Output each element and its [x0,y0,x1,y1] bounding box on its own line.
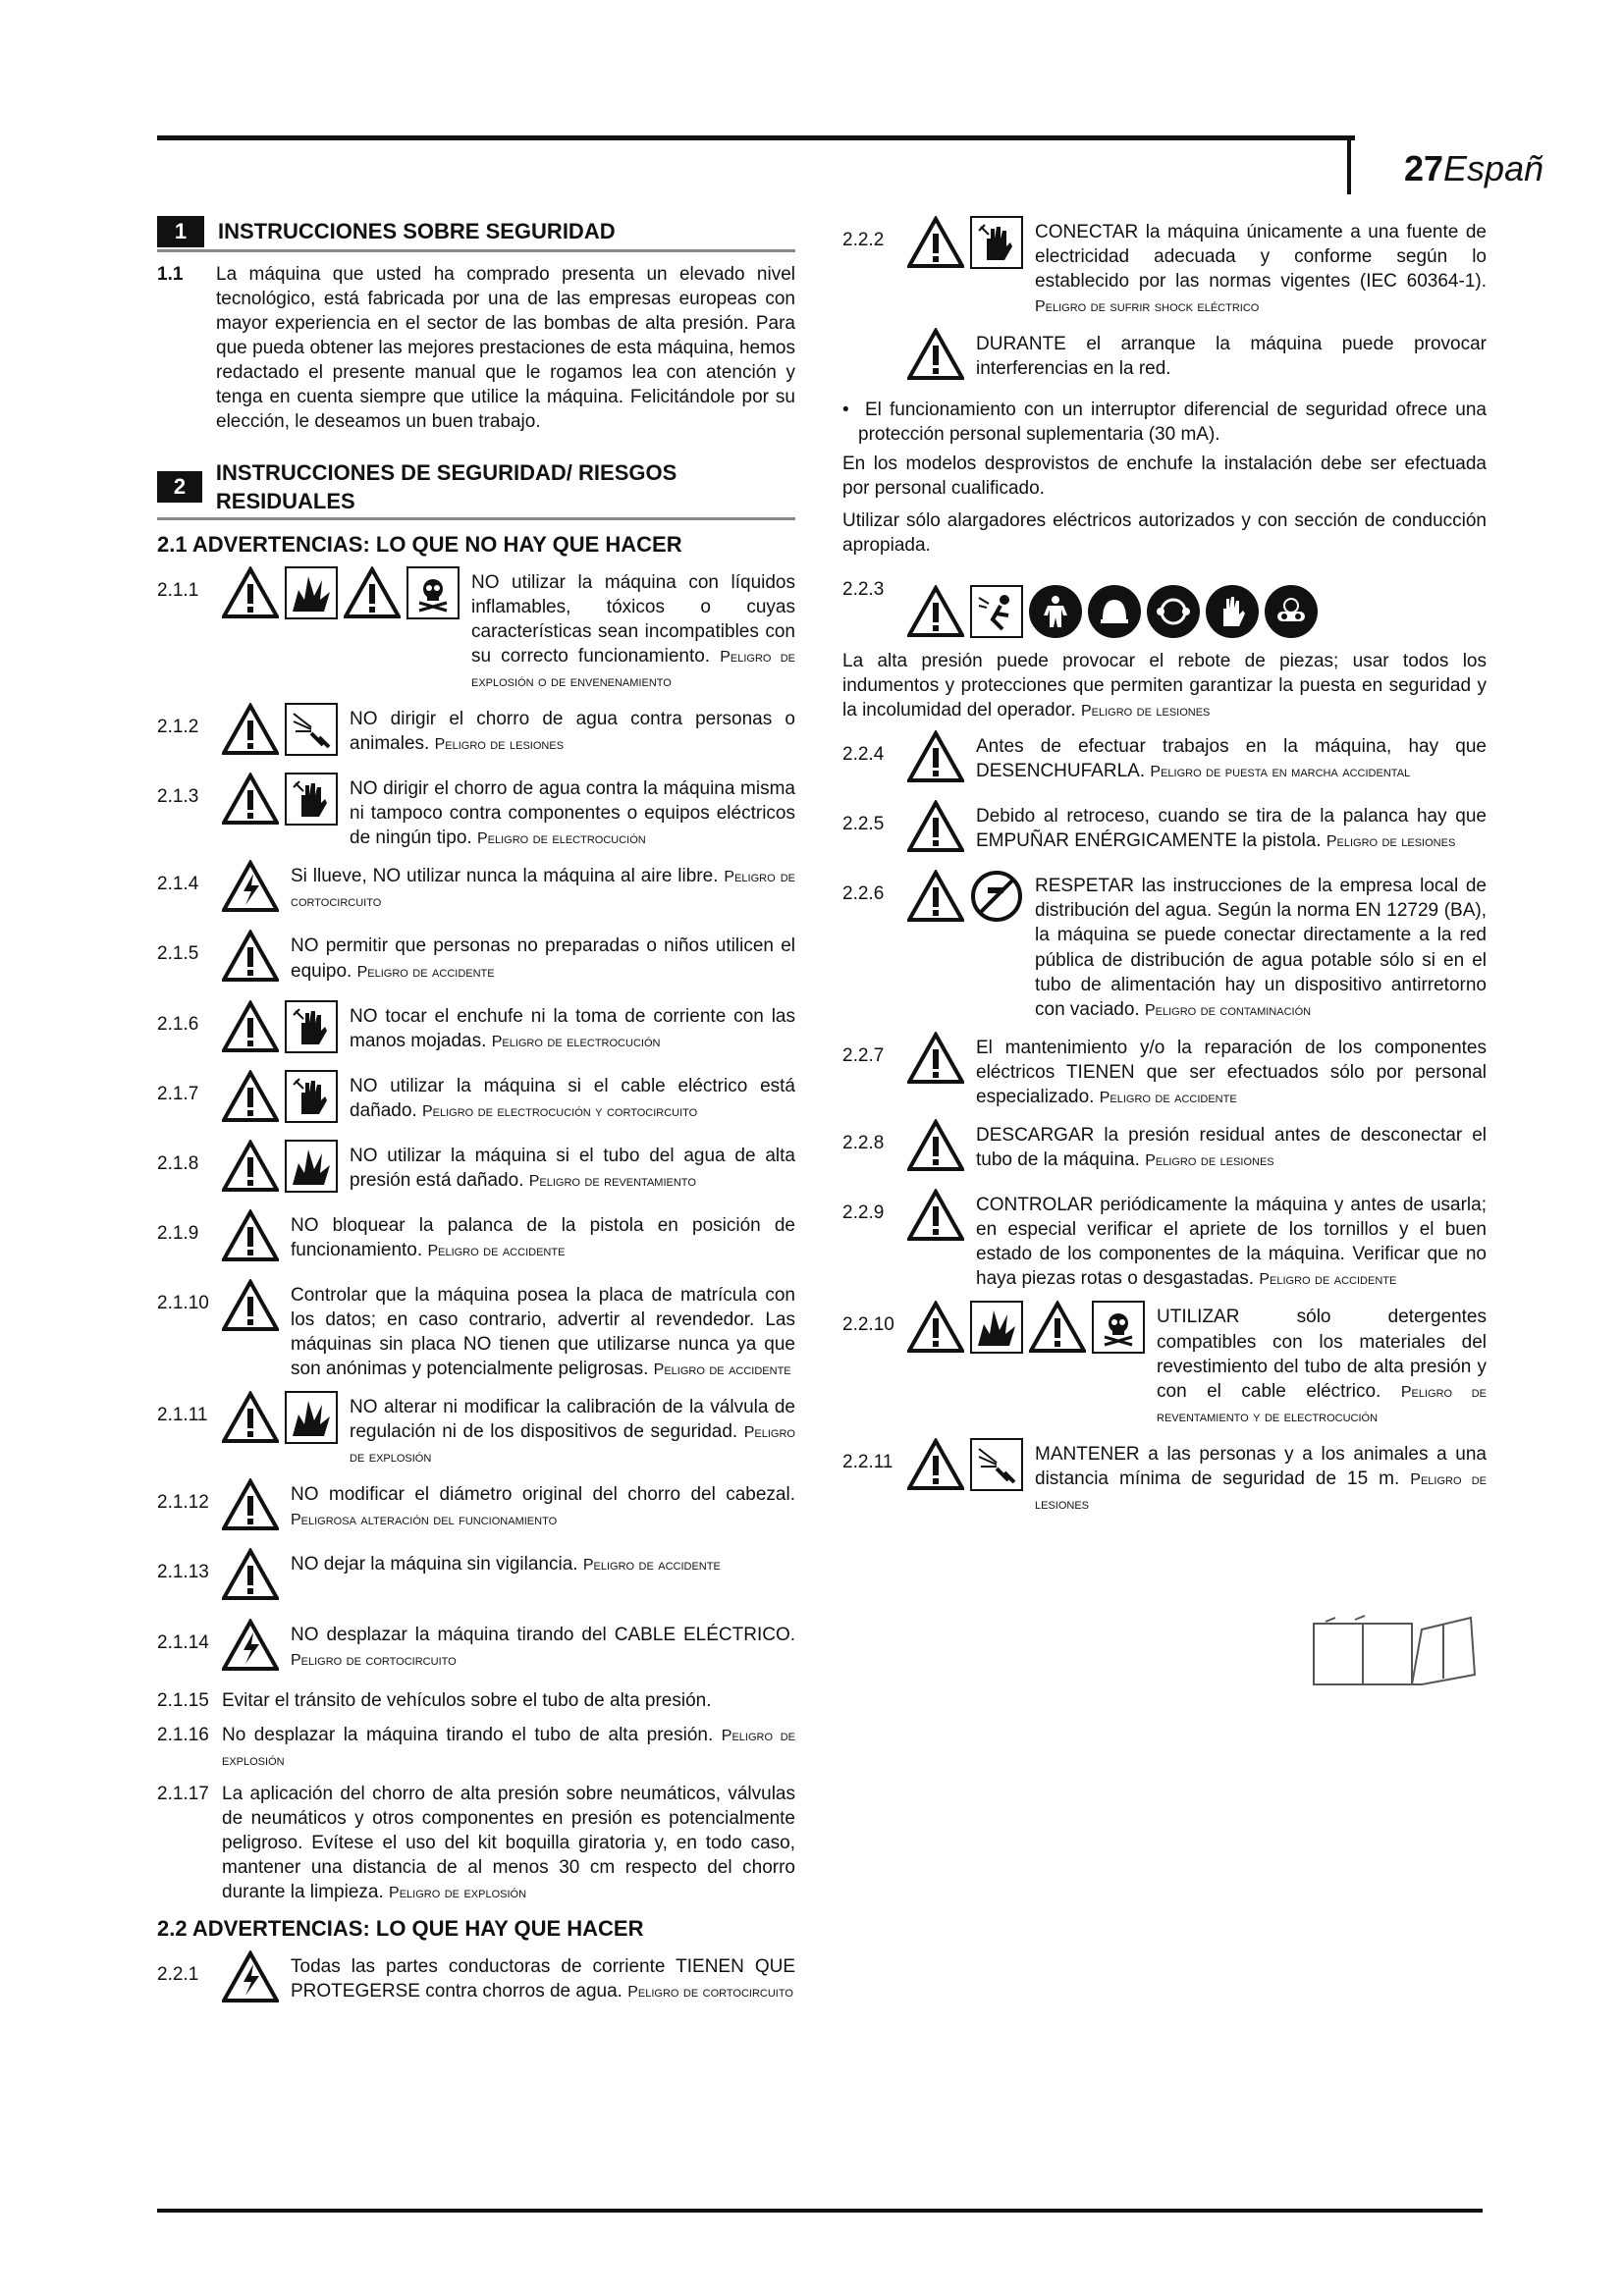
para-plug: En los modelos desprovistos de enchufe la instalación debe ser efectuada por personal cualificado. [842,453,1487,499]
warning-triangle-icon [222,1209,279,1269]
warning-triangle-icon [907,1032,964,1092]
item-2-2-10 [842,1301,1487,1427]
icon-group [222,1478,279,1538]
danger-label: Peligro de accidente [427,1242,566,1259]
item-number: 2.1.8 [157,1152,199,1174]
bottom-rule [157,2209,1483,2213]
icon-group [222,773,338,832]
item-2-1-15 [157,1688,795,1713]
para-text: La máquina que usted ha comprado presenta un elevado nivel tecnológico, está fabricada por una de las empresas europeas con mayor experiencia en el sector de las bombas de alta presión. Para que pueda obtener las mejores prestaciones de esta máquina, hemos redactado el presente manual que le rogamos lea con atención y tenga en cuenta siempre que utilice la máquina. Felicitándole por su elección, le deseamos un buen trabajo. [216,264,795,433]
item-text: RESPETAR las instrucciones de la empresa local de distribución del agua. Según la norma EN 12729 (BA), la máquina se puede conectar directamente a la red pública de distribución de agua potable sólo si en el tubo de alimentación hay un dispositivo antirretorno con vaciado. Peligro de contaminación [1035,876,1487,1020]
item-number: 2.1.17 [157,1783,209,1804]
danger-label: Peligro de accidente [356,963,495,981]
warning-triangle-icon [222,1000,279,1060]
item-text: CONTROLAR periódicamente la máquina y antes de usarla; en especial verificar el apriete de los tornillos y el buen estado de los componentes de la máquina. Verificar que no haya piezas rotas o desgastadas. Peligro de accidente [976,1195,1487,1290]
danger-label: Peligro de contaminación [1144,1001,1312,1019]
warning-triangle-icon [222,703,279,763]
item-number: 2.2.9 [842,1202,885,1224]
icon-group [222,1000,338,1060]
icon-group [907,870,1023,930]
bullet-rcd: • El funcionamiento con un interruptor diferencial de seguridad ofrece una protección personal suplementaria (30 mA). [842,400,1487,446]
warning-triangle-icon [907,1301,964,1361]
intro-paragraph [157,262,795,435]
explosion-icon [285,566,338,626]
item-text: NO bloquear la palanca de la pistola en posición de funcionamiento. Peligro de accidente [291,1214,795,1260]
section-number: 1 [157,216,204,247]
page-number: 27Españ [1404,148,1544,188]
helmet-icon [1088,585,1141,645]
item-number: 2.1.4 [157,874,199,895]
item-2-1-9 [157,1209,795,1269]
item-2-2-8 [842,1119,1487,1179]
explosion-icon [970,1301,1023,1361]
item-number: 2.1.13 [157,1562,209,1583]
item-text: NO alterar ni modificar la calibración de la válvula de regulación ni de los dispositivos de seguridad. Peligro de explosión [350,1397,795,1467]
warning-triangle-icon [907,216,964,276]
warning-triangle-icon [907,1438,964,1498]
icon-group [907,1438,1023,1498]
electric-hand-icon [285,1000,338,1060]
danger-label: Peligro de explosión [389,1885,527,1902]
danger-label: Peligro de reventamiento [528,1172,696,1190]
icon-group [222,1140,338,1200]
item-2-1-12 [157,1478,795,1538]
explosion-icon [285,1391,338,1451]
item-2-2-9 [842,1189,1487,1291]
item-number: 2.2.5 [842,814,885,835]
item-text: DESCARGAR la presión residual antes de desconectar el tubo de la máquina. Peligro de lesiones [976,1125,1487,1171]
warning-triangle-icon [907,730,964,790]
item-text: NO utilizar la máquina si el cable eléctrico está dañado. Peligro de electrocución y cortocircuito [350,1075,795,1121]
electric-hand-icon [970,216,1023,276]
item-text: NO permitir que personas no preparadas o niños utilicen el equipo. Peligro de accidente [291,935,795,982]
left-item-list [157,566,795,2011]
section-1-heading [157,216,795,252]
left-column [157,216,795,2020]
item-2-1-14 [157,1619,795,1679]
item-2-1-5 [157,930,795,989]
warning-triangle-icon [222,1070,279,1130]
right-column [842,216,1487,1525]
item-2-1-1 [157,566,795,693]
warning-triangle-icon [222,1391,279,1451]
danger-label: Peligro de accidente [653,1362,791,1379]
icon-group [222,1950,279,2010]
item-2-2-2 [842,216,1487,318]
warning-triangle-icon [344,566,401,626]
subheading-dont: 2.1 ADVERTENCIAS: LO QUE NO HAY QUE HACER [157,531,682,557]
item-text: Antes de efectuar trabajos en la máquina, hay que DESENCHUFARLA. Peligro de puesta en marcha accidental [976,736,1487,782]
icon-group [222,1279,279,1339]
item-text: El mantenimiento y/o la reparación de los componentes eléctricos TIENEN que ser efectuados sólo por personal especializado. Peligro de accidente [976,1037,1487,1107]
item-2-1-3 [157,773,795,850]
section-title: INSTRUCCIONES DE SEGURIDAD/ RIESGOS RESIDUALES [215,459,677,513]
icon-group [907,216,1023,276]
para-number: 1.1 [157,264,184,285]
warning-triangle-icon [222,1478,279,1538]
danger-label: Peligro de electrocución [476,830,646,848]
item-2-2-11 [842,1438,1487,1516]
rebound-hazard-icon [970,585,1023,645]
item-2-1-8 [157,1140,795,1200]
icon-group [907,328,964,388]
item-number: 2.2.8 [842,1133,885,1154]
item-number: 2.1.5 [157,943,199,965]
top-rule [157,135,1355,140]
item-number: 2.1.15 [157,1689,209,1711]
danger-label: Peligro de lesiones [434,736,565,754]
electric-hand-icon [285,1070,338,1130]
danger-label: Peligro de accidente [1099,1089,1237,1106]
warning-triangle-icon [222,1279,279,1339]
item-text: NO dejar la máquina sin vigilancia. Peligro de accidente [291,1554,721,1575]
ppe-icon-row [907,565,1318,645]
danger-label: Peligro de lesiones [1035,1470,1487,1513]
item-text: Si llueve, NO utilizar nunca la máquina al aire libre. Peligro de cortocircuito [291,866,796,911]
toxic-skull-icon [1092,1301,1145,1361]
item-2-1-4 [157,860,795,920]
section-number: 2 [157,471,202,503]
item-number: 2.1.16 [157,1724,209,1745]
icon-group [222,703,338,763]
item-text: Todas las partes conductoras de corriente TIENEN QUE PROTEGERSE contra chorros de agua. Peligro de cortocircuito [291,1956,795,2002]
electric-hand-icon [285,773,338,832]
warning-triangle-icon [907,1119,964,1179]
ear-protection-icon [1147,585,1200,645]
danger-label: Peligro de lesiones [1145,1152,1274,1170]
water-jet-icon [970,1438,1023,1498]
item-2-1-2 [157,703,795,763]
item-text: No desplazar la máquina tirando el tubo de alta presión. Peligro de explosión [222,1724,796,1769]
icon-group [907,1301,1145,1361]
item-text: La aplicación del chorro de alta presión sobre neumáticos, válvulas de neumáticos y otros componentes en presión es potencialmente peligroso. Evítese el uso del kit boquilla giratoria y, en todo caso, mantener una distancia de al menos 30 cm respecto del chorro durante la limpieza. Peligro de explosión [222,1783,795,1903]
item-text: NO dirigir el chorro de agua contra la máquina misma ni tampoco contra componentes o equipos eléctricos de ningún tipo. Peligro de electrocución [350,778,795,849]
item-text: Controlar que la máquina posea la placa de matrícula con los datos; en caso contrario, advertir al revendedor. Las máquinas sin placa NO tienen que utilizarse nunca ya que son anónimas y potencialmente peligrosas. Peligro de accidente [291,1284,795,1380]
icon-group [222,1209,279,1269]
glove-icon [1206,585,1259,645]
item-text: DURANTE el arranque la máquina puede provocar interferencias en la red. [976,334,1487,380]
goggles-icon [1265,585,1318,645]
item-text: NO utilizar la máquina con líquidos inflamables, tóxicos o cuyas características sean incompatibles con su correcto funcionamiento. Peligro de explosión o de envenenamiento [471,571,796,690]
warning-triangle-icon [222,1548,279,1608]
danger-label: Peligro de accidente [1259,1271,1397,1289]
electric-hazard-icon [222,1950,279,2010]
icon-group [907,1189,964,1249]
item-text: NO modificar el diámetro original del chorro del cabezal. Peligrosa alteración del funcionamiento [291,1484,795,1529]
warning-triangle-icon [907,585,964,645]
danger-label: Peligro de electrocución [491,1033,661,1050]
item-2-1-7 [157,1070,795,1130]
item-number: 2.2.4 [842,744,885,766]
danger-label: Peligro de cortocircuito [291,1651,457,1669]
item-text: MANTENER a las personas y a los animales a una distancia mínima de seguridad de 15 m. Peligro de lesiones [1035,1443,1487,1513]
item-2-2-6 [842,870,1487,1021]
item-number: 2.1.10 [157,1292,209,1313]
item-text: NO utilizar la máquina si el tubo del agua de alta presión está dañado. Peligro de reventamiento [350,1145,795,1191]
danger-label: Peligro de accidente [582,1557,721,1575]
icon-group [222,566,460,626]
electric-hazard-icon [222,860,279,920]
danger-label: Peligro de lesiones [1326,833,1456,851]
icon-group [222,1548,279,1608]
item-number: 2.2.6 [842,883,885,905]
backflow-icon [970,870,1023,930]
item-durante [842,328,1487,388]
item-2-1-10 [157,1279,795,1381]
section-title: INSTRUCCIONES SOBRE SEGURIDAD [218,219,616,244]
icon-group [907,730,964,790]
protective-suit-icon [1029,585,1082,645]
item-2-2-3 [842,565,1487,645]
item-2-2-5 [842,800,1487,860]
item-2-2-1 [157,1950,795,2010]
danger-label: Peligro de explosión [350,1424,795,1467]
item-text: NO tocar el enchufe ni la toma de corriente con las manos mojadas. Peligro de electrocución [350,1005,795,1051]
top-rule-tick [1347,135,1351,194]
icon-group [907,800,964,860]
icon-group [907,1032,964,1092]
subheading-do: 2.2 ADVERTENCIAS: LO QUE HAY QUE HACER [157,1916,644,1942]
item-text: Evitar el tránsito de vehículos sobre el tubo de alta presión. [222,1689,712,1711]
item-number: 2.2.1 [157,1964,199,1986]
item-number: 2.1.2 [157,717,199,738]
icon-group [222,1070,338,1130]
item-text: CONECTAR la máquina únicamente a una fuente de electricidad adecuada y conforme según lo establecido por las normas vigentes (IEC 60364-1). Peligro de sufrir shock eléctrico [1035,222,1487,316]
item-2-2-7 [842,1032,1487,1109]
item-2-2-4 [842,730,1487,790]
para-extension: Utilizar sólo alargadores eléctricos autorizados y con sección de conducción apropiada. [842,509,1487,556]
icon-group [222,1619,279,1679]
explosion-icon [285,1140,338,1200]
warning-triangle-icon [907,870,964,930]
item-number: 2.1.12 [157,1492,209,1514]
item-number: 2.2.10 [842,1314,894,1336]
item-number: 2.1.11 [157,1405,208,1426]
item-2-1-17 [157,1782,795,1904]
item-2-1-6 [157,1000,795,1060]
danger-label: Peligro de cortocircuito [627,1984,793,2002]
right-item-list [842,730,1487,1516]
warning-triangle-icon [222,1140,279,1200]
item-number: 2.1.6 [157,1013,199,1035]
warning-triangle-icon [222,566,279,626]
danger-label: Peligro de electrocución y cortocircuito [421,1102,698,1120]
item-number: 2.2.11 [842,1451,893,1472]
item-number: 2.1.14 [157,1631,209,1653]
item-text: NO desplazar la máquina tirando del CABLE ELÉCTRICO. Peligro de cortocircuito [291,1624,795,1669]
danger-label: Peligrosa alteración del funcionamiento [291,1512,558,1529]
item-text: Debido al retroceso, cuando se tira de la palanca hay que EMPUÑAR ENÉRGICAMENTE la pistola. Peligro de lesiones [976,806,1487,852]
item-number: 2.2.3 [842,578,885,600]
item-number: 2.1.3 [157,786,199,808]
danger-label: Peligro de reventamiento y de electrocución [1157,1383,1487,1425]
icon-group [907,1119,964,1179]
toxic-skull-icon [406,566,460,626]
ppe-text: La alta presión puede provocar el rebote de piezas; usar todos los indumentos y protecciones que permiten garantizar la puesta en seguridad y la incolumidad del operador. Peligro de lesiones [842,650,1487,721]
electric-hazard-icon [222,1619,279,1679]
danger-label: Peligro de explosión o de envenenamiento [471,648,796,690]
warning-triangle-icon [222,930,279,989]
warning-triangle-icon [222,773,279,832]
warning-triangle-icon [907,1189,964,1249]
icon-group [222,1391,338,1451]
danger-label: Peligro de cortocircuito [291,869,796,911]
item-number: 2.1.1 [157,579,199,601]
item-text: UTILIZAR sólo detergentes compatibles con los materiales del revestimiento del tubo de alta presión y con el cable eléctrico. Peligro de reventamiento y de electrocución [1157,1307,1487,1425]
item-2-1-13 [157,1548,795,1608]
danger-label: Peligro de explosión [222,1727,796,1769]
read-manual-icon [1306,1610,1483,1688]
icon-group [222,860,279,920]
item-number: 2.2.2 [842,230,885,250]
item-number: 2.1.7 [157,1083,199,1104]
danger-label: Peligro de puesta en marcha accidental [1150,764,1411,781]
warning-triangle-icon [907,328,964,388]
warning-triangle-icon [907,800,964,860]
item-2-1-16 [157,1723,795,1772]
icon-group [222,930,279,989]
warning-triangle-icon [1029,1301,1086,1361]
page-language: Españ [1443,148,1544,188]
section-2-heading [157,458,795,520]
item-2-1-11 [157,1391,795,1468]
item-text: NO dirigir el chorro de agua contra personas o animales. Peligro de lesiones [350,709,795,755]
item-number: 2.1.9 [157,1222,199,1244]
item-number: 2.2.7 [842,1044,885,1066]
water-jet-icon [285,703,338,763]
